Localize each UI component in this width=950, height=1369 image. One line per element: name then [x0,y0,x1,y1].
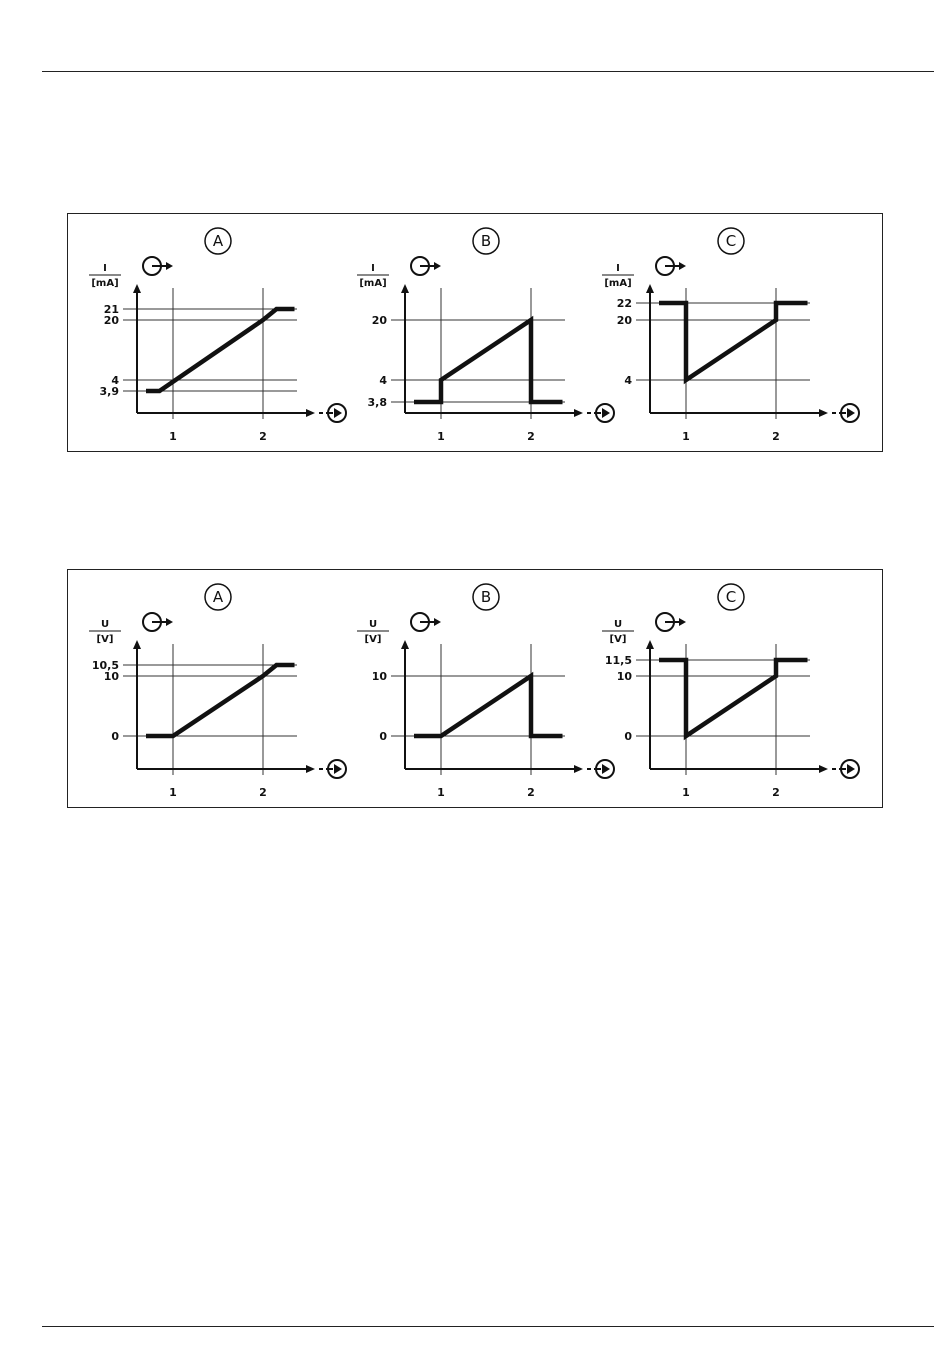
time-input-icon-head [602,764,610,774]
time-input-icon [587,760,614,778]
x-tick-label: 2 [527,430,535,443]
chart-a [89,584,346,799]
y-tick-label: 10 [371,670,387,683]
x-tick-label: 1 [437,786,445,799]
x-axis-arrowhead [574,765,583,773]
signal-output-icon-head [434,262,441,270]
signal-output-icon [411,257,441,275]
chart-c [602,228,859,443]
unit-symbol: U [100,619,110,630]
time-input-icon [319,760,346,778]
y-tick-label: 0 [624,730,632,743]
x-tick-label: 2 [259,430,267,443]
unit-label: [V] [96,634,114,645]
x-tick-label: 1 [682,430,690,443]
unit-symbol: I [371,263,375,274]
chart-c [602,584,859,799]
x-axis-arrowhead [306,409,315,417]
unit-label: [mA] [604,278,632,289]
y-tick-label: 21 [103,303,119,316]
time-input-icon [587,404,614,422]
signal-output-icon-head [166,618,173,626]
y-axis-arrowhead [646,284,654,293]
y-tick-label: 0 [111,730,119,743]
signal-curve [414,320,563,402]
x-tick-label: 1 [169,430,177,443]
unit-symbol: I [103,263,107,274]
x-axis-arrowhead [819,409,828,417]
unit-symbol: U [368,619,378,630]
x-tick-label: 1 [169,786,177,799]
unit-label: [mA] [359,278,387,289]
signal-curve [414,676,563,736]
signal-output-icon [656,257,686,275]
x-tick-label: 2 [772,430,780,443]
y-tick-label: 11,5 [604,654,632,667]
time-input-icon [832,404,859,422]
y-tick-label: 20 [616,314,632,327]
unit-label: [V] [364,634,382,645]
y-tick-label: 0 [379,730,387,743]
time-input-icon-head [847,764,855,774]
x-tick-label: 2 [527,786,535,799]
unit-label: [mA] [91,278,119,289]
unit-symbol: U [613,619,623,630]
chart-label: A [212,232,224,250]
footer-rule [42,1326,934,1327]
y-axis-arrowhead [401,284,409,293]
x-axis-arrowhead [819,765,828,773]
y-axis-arrowhead [133,284,141,293]
y-tick-label: 20 [371,314,387,327]
time-input-icon-head [334,408,342,418]
signal-output-icon-head [166,262,173,270]
signal-output-icon [143,613,173,631]
signal-output-icon-head [679,618,686,626]
signal-output-icon-head [434,618,441,626]
y-tick-label: 10 [103,670,119,683]
signal-output-icon [656,613,686,631]
y-axis-arrowhead [646,640,654,649]
x-axis-arrowhead [574,409,583,417]
time-input-icon-head [602,408,610,418]
time-input-icon [832,760,859,778]
y-tick-label: 4 [379,374,387,387]
x-tick-label: 1 [437,430,445,443]
voltage-output-diagram [68,570,884,809]
chart-b [357,228,614,443]
signal-output-icon-head [679,262,686,270]
chart-label: B [480,588,492,606]
signal-curve [659,303,808,380]
y-tick-label: 10,5 [91,659,119,672]
y-tick-label: 4 [624,374,632,387]
signal-curve [146,309,295,391]
unit-label: [V] [609,634,627,645]
time-input-icon-head [847,408,855,418]
chart-label: B [480,232,492,250]
chart-a [89,228,346,443]
x-tick-label: 2 [259,786,267,799]
current-output-diagram [68,214,884,453]
chart-b [357,584,614,799]
x-tick-label: 2 [772,786,780,799]
y-tick-label: 22 [616,297,632,310]
x-tick-label: 1 [682,786,690,799]
voltage-output-panel [67,569,883,808]
chart-label: A [212,588,224,606]
chart-label: C [725,232,737,250]
signal-output-icon [143,257,173,275]
y-axis-arrowhead [133,640,141,649]
time-input-icon-head [334,764,342,774]
unit-symbol: I [616,263,620,274]
header-rule [42,71,934,72]
x-axis-arrowhead [306,765,315,773]
signal-curve [659,660,808,736]
signal-output-icon [411,613,441,631]
time-input-icon [319,404,346,422]
y-tick-label: 10 [616,670,632,683]
y-tick-label: 3,9 [99,385,119,398]
y-tick-label: 3,8 [367,396,387,409]
current-output-panel [67,213,883,452]
chart-label: C [725,588,737,606]
y-tick-label: 20 [103,314,119,327]
y-tick-label: 4 [111,374,119,387]
y-axis-arrowhead [401,640,409,649]
